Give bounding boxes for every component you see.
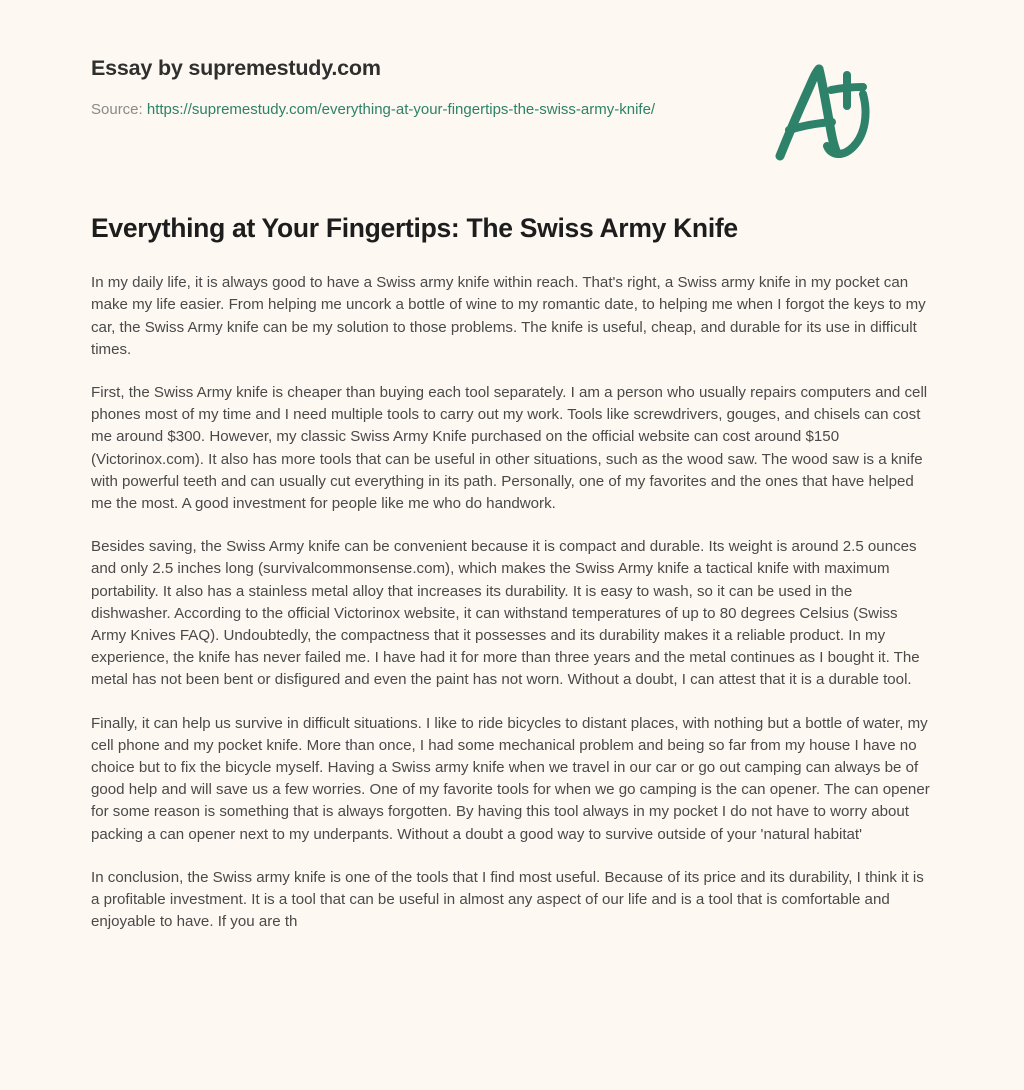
paragraph: In my daily life, it is always good to have a Swiss army knife within reach. That's right, a Swiss army knife in my pocket can make my life easier. From helping me uncork a bottle of wine to my romantic date, to helping me when I forgot the keys to my car, the Swiss Army knife can be my solution to those problems. The knife is useful, cheap, and durable for its use in difficult times. <box>91 274 926 358</box>
page-header <box>68 0 956 120</box>
article-body <box>68 212 956 933</box>
paragraph: Finally, it can help us survive in difficult situations. I like to ride bicycles to distant places, with nothing but a bottle of water, my cell phone and my pocket knife. More than once, I had some mechanical problem and being so far from my house I have no choice but to fix the bicycle myself. Having a Swiss army knife when we travel in our car or go out camping can always be of good help and will save us a few worries. One of my favorite tools for when we go camping is the can opener. The can opener for some reason is something that is always forgotten. By having this tool always in my pocket I do not have to worry about packing a can opener next to my underpants. Without a doubt a good way to survive outside of your 'natural habitat' <box>91 714 930 843</box>
source-label: Source: <box>91 100 143 118</box>
source-url-link[interactable]: https://supremestudy.com/everything-at-your-fingertips-the-swiss-army-knife/ <box>146 100 656 118</box>
essay-by-heading: Essay by supremestudy.com <box>91 56 381 80</box>
paragraph: First, the Swiss Army knife is cheaper than buying each tool separately. I am a person who usually repairs computers and cell phones most of my time and I need multiple tools to carry out my work. Tools like screwdrivers, gouges, and chisels can cost me around $300. However, my classic Swiss Army Knife purchased on the official website can cost around $150 (Victorinox.com). It also has more tools that can be useful in other situations, such as the wood saw. The wood saw is a knife with powerful teeth and can usually cut everything in its path. Personally, one of my favorites and the ones that have helped me the most. A good investment for people like me who do handwork. <box>91 383 928 512</box>
paragraph: Besides saving, the Swiss Army knife can be convenient because it is compact and durable. Its weight is around 2.5 ounces and only 2.5 inches long (survivalcommonsense.com), which makes the Swiss Army knife a tactical knife with maximum portability. It also has a stainless metal alloy that increases its durability. It is easy to wash, so it can be used in the dishwasher. According to the official Victorinox website, it can withstand temperatures of up to 80 degrees Celsius (Swiss Army Knives FAQ). Undoubtedly, the compactness that it possesses and its durability makes it a reliable product. In my experience, the knife has never failed me. I have had it for more than three years and the metal continues as I bought it. The metal has not been bent or disfigured and even the paint has not worn. Without a doubt, I can attest that it is a durable tool. <box>91 538 920 689</box>
a-plus-logo-glyph <box>758 52 878 170</box>
paragraph: In conclusion, the Swiss army knife is one of the tools that I find most useful. Because of its price and its durability, I think it is a profitable investment. It is a tool that can be useful in almost any aspect of our life and is a tool that is comfortable and enjoyable to have. If you are th <box>91 868 924 931</box>
a-plus-logo-icon <box>758 52 878 170</box>
page-title: Everything at Your Fingertips: The Swiss Army Knife <box>91 213 738 244</box>
